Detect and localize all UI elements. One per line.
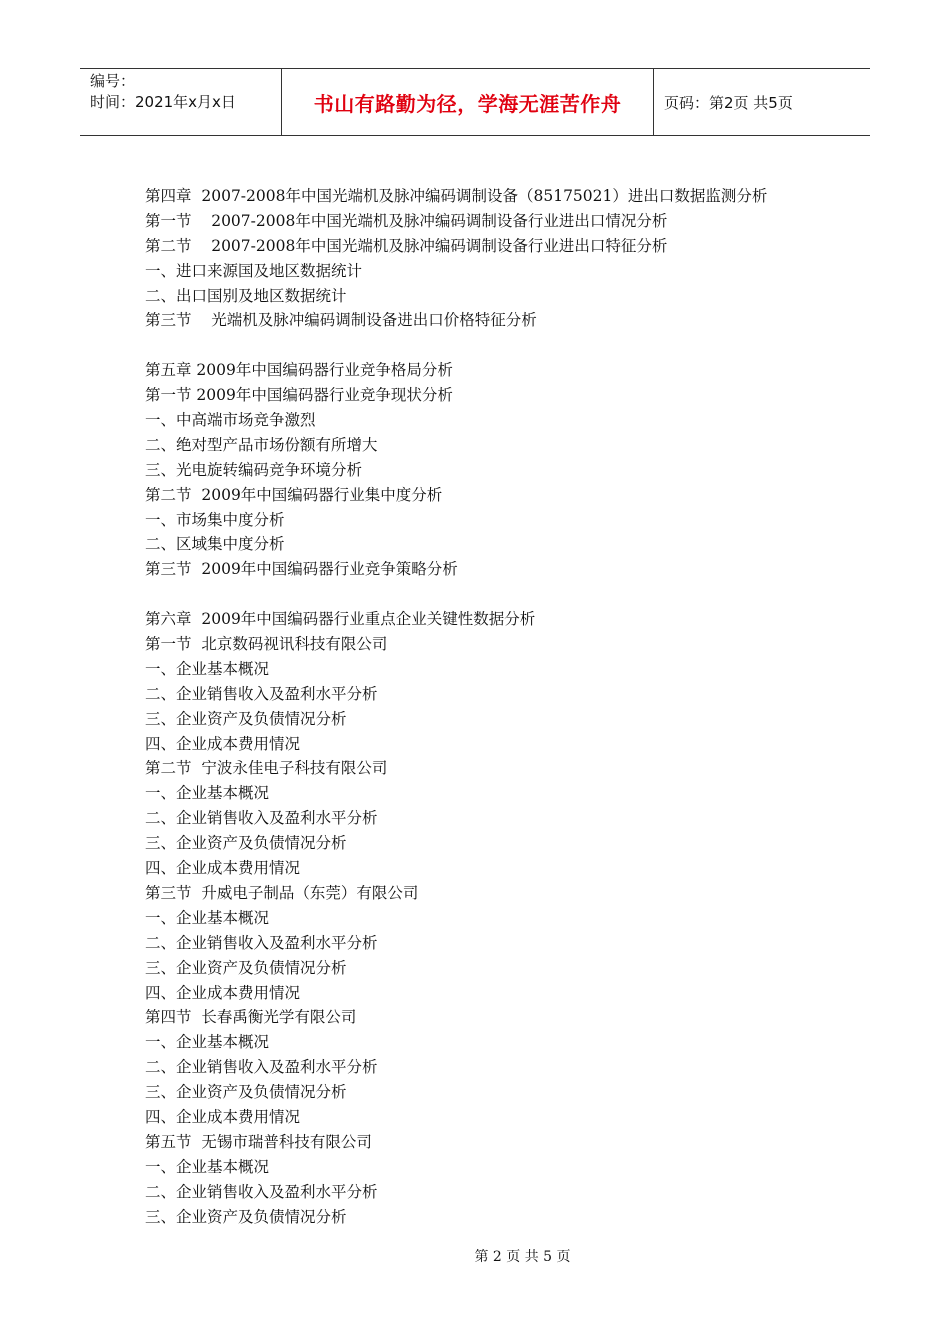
toc-line: 第二节 2009年中国编码器行业集中度分析: [145, 485, 443, 504]
toc-line: 三、企业资产及负债情况分析: [145, 709, 347, 728]
toc-line: 第四节 长春禹衡光学有限公司: [145, 1008, 357, 1027]
toc-line: 一、中高端市场竞争激烈: [145, 411, 316, 430]
toc-line: 一、企业基本概况: [145, 1157, 270, 1176]
toc-line: 第一节 2009年中国编码器行业竞争现状分析: [145, 386, 453, 405]
toc-line: 四、企业成本费用情况: [145, 983, 301, 1002]
toc-line: 二、企业销售收入及盈利水平分析: [145, 933, 378, 952]
toc-line: 一、市场集中度分析: [145, 510, 285, 529]
time-label: 时间：2021年x月x日: [90, 93, 236, 111]
toc-line: 第二节 2007-2008年中国光端机及脉冲编码调制设备行业进出口特征分析: [145, 236, 668, 255]
toc-line: 二、企业销售收入及盈利水平分析: [145, 1182, 378, 1201]
document-header: [80, 68, 870, 136]
toc-line: 四、企业成本费用情况: [145, 859, 301, 878]
toc-line: 第五章 2009年中国编码器行业竞争格局分析: [145, 361, 453, 380]
toc-line: 一、企业基本概况: [145, 784, 270, 803]
toc-line: 二、出口国别及地区数据统计: [145, 286, 347, 305]
toc-line: 第三节 光端机及脉冲编码调制设备进出口价格特征分析: [145, 311, 537, 330]
toc-line: 二、区域集中度分析: [145, 535, 285, 554]
toc-line: 二、企业销售收入及盈利水平分析: [145, 684, 378, 703]
toc-line: 第六章 2009年中国编码器行业重点企业关键性数据分析: [145, 610, 536, 629]
toc-line: 三、企业资产及负债情况分析: [145, 834, 347, 853]
page-info: 页码：第2页 共5页: [664, 93, 793, 112]
section-gap: [145, 333, 865, 358]
toc-line: 二、企业销售收入及盈利水平分析: [145, 809, 378, 828]
toc-line: 第二节 宁波永佳电子科技有限公司: [145, 759, 388, 778]
toc-line: 三、企业资产及负债情况分析: [145, 1207, 347, 1226]
toc-line: 第一节 2007-2008年中国光端机及脉冲编码调制设备行业进出口情况分析: [145, 211, 668, 230]
toc-line: 四、企业成本费用情况: [145, 734, 301, 753]
toc-line: 四、企业成本费用情况: [145, 1107, 301, 1126]
footer-page-number: 第 2 页 共 5 页: [474, 1249, 571, 1265]
toc-line: 一、企业基本概况: [145, 1033, 270, 1052]
toc-line: 一、企业基本概况: [145, 908, 270, 927]
toc-line: 第四章 2007-2008年中国光端机及脉冲编码调制设备（85175021）进出口数据监测分析: [145, 187, 768, 205]
toc-line: 二、绝对型产品市场份额有所增大: [145, 435, 378, 454]
toc-line: 二、企业销售收入及盈利水平分析: [145, 1058, 378, 1077]
toc-line: 一、进口来源国及地区数据统计: [145, 261, 363, 280]
header-page-cell: [654, 69, 870, 135]
header-meta: [80, 69, 282, 135]
section-gap: [145, 582, 865, 607]
toc-line: 第三节 2009年中国编码器行业竞争策略分析: [145, 560, 458, 579]
toc-line: 一、企业基本概况: [145, 659, 270, 678]
toc-line: 三、企业资产及负债情况分析: [145, 958, 347, 977]
toc-line: 第三节 升威电子制品（东莞）有限公司: [145, 883, 419, 902]
motto-text: 书山有路勤为径，学海无涯苦作舟: [313, 91, 622, 116]
toc-line: 第五节 无锡市瑞普科技有限公司: [145, 1132, 372, 1151]
table-of-contents: [145, 184, 865, 1229]
page-footer: [0, 1246, 950, 1266]
number-label: 编号：: [90, 72, 136, 90]
header-motto-cell: [282, 69, 654, 135]
toc-line: 三、光电旋转编码竞争环境分析: [145, 460, 363, 479]
toc-line: 第一节 北京数码视讯科技有限公司: [145, 635, 388, 654]
toc-line: 三、企业资产及负债情况分析: [145, 1083, 347, 1102]
